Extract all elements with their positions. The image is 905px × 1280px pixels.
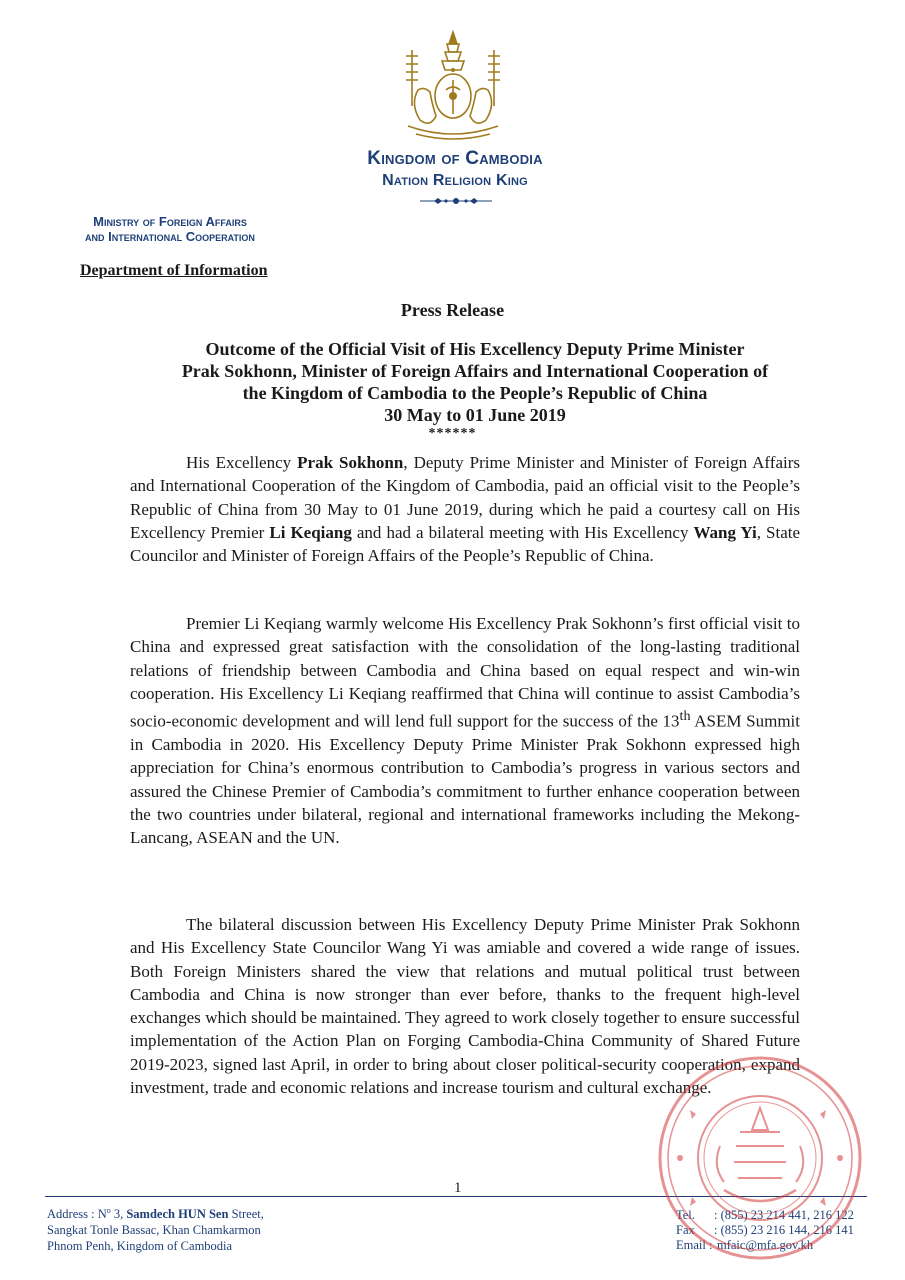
text: ASEM Summit in Cambodia in 2020. His Excellency Deputy Prime Minister Prak Sokhonn expressed high appreciation for China’s enormous contribution to Cambodia’s progress in various sectors and assured the Chinese Premier of Cambodia’s commitment to further enhance cooperation between the two countries under bilateral, regional and international frameworks including the Mekong-Lancang, ASEAN and the UN. <box>130 711 800 848</box>
kingdom-title: Kingdom of Cambodia <box>367 148 543 169</box>
address-line-1 <box>47 1203 264 1222</box>
text: Samdech HUN Sen <box>126 1207 229 1222</box>
footer-divider <box>45 1196 867 1197</box>
text: Street, <box>228 1207 264 1222</box>
fax-value: : (855) 23 216 144, 216 141 <box>714 1223 854 1237</box>
footer-address <box>47 1203 264 1254</box>
document-type: Press Release <box>400 300 505 320</box>
email-label: Email : <box>676 1238 713 1252</box>
text: , State Councilor and Minister of Foreign Affairs of the People’s Republic of China. <box>130 522 801 566</box>
contact-row-tel <box>676 1208 854 1223</box>
fax-label: Fax <box>676 1223 695 1237</box>
ministry-name-line1: Ministry of Foreign Affairs <box>93 214 247 229</box>
ministry-name-line2: and International Cooperation <box>85 229 255 244</box>
text: His Excellency <box>186 453 298 472</box>
section-separator: ****** <box>428 426 477 441</box>
name-prak-sokhonn: Prak Sokhonn <box>297 453 404 472</box>
text: and had a bilateral meeting with His Excellency <box>351 522 694 542</box>
paragraph-3: The bilateral discussion between His Excellency Deputy Prime Minister Prak Sokhonn and His Excellency State Councilor Wang Yi was amiable and covered a wide range of issues. Both Foreign Ministers shared the view that relations and mutual political trust between Cambodia and China is now stronger than ever before, thanks to the frequent high-level exchanges which should be maintained. They agreed to work closely together to ensure successful implementation of the Action Plan on Forging Cambodia-China Community of Shared Future 2019-2023, signed last April, in order to bring about closer political-security cooperation, expand investment, trade and economic relations and increase tourism and cultural exchange. <box>130 915 800 1098</box>
paragraph-2 <box>130 612 800 850</box>
paragraph-1 <box>130 451 800 567</box>
text: Premier Li Keqiang warmly welcome His Excellency Prak Sokhonn’s first official visit to China and expressed great satisfaction with the consolidation of the long-lasting traditional relations of friendship between Cambodia and China based on equal respect and win-win cooperation. His Excellency Li Keqiang reaffirmed that China will continue to assist Cambodia’s socio-economic development and will lend full support for the success of the 13 <box>130 614 800 731</box>
text: 3, <box>110 1207 127 1222</box>
name-li-keqiang: Li Keqiang <box>269 522 352 542</box>
footer-contact <box>676 1208 854 1253</box>
text: Address : N <box>47 1207 107 1222</box>
ordinal-suffix: th <box>679 708 691 725</box>
department-name: Department of Information <box>80 262 268 279</box>
ornament-divider <box>418 194 494 208</box>
address-line-3: Phnom Penh, Kingdom of Cambodia <box>47 1239 233 1254</box>
royal-coat-of-arms-emblem <box>398 30 508 148</box>
heading-line: Prak Sokhonn, Minister of Foreign Affairs and International Cooperation of <box>181 361 769 381</box>
heading-line: the Kingdom of Cambodia to the People’s Republic of China <box>242 383 708 403</box>
heading-dates: 30 May to 01 June 2019 <box>384 405 566 425</box>
tel-value: : (855) 23 214 441, 216 122 <box>714 1208 854 1222</box>
contact-row-fax <box>676 1223 854 1238</box>
address-line-2: Sangkat Tonle Bassac, Khan Chamkarmon <box>47 1223 261 1238</box>
text: , Deputy Prime Minister and Minister of Foreign Affairs and International Cooperation of the Kingdom of Cambodia, paid an official visit to the People’s Republic of China from 30 May to 01 June 2019, during which he paid a courtesy call on His Excellency Premier <box>130 453 800 542</box>
page-number: 1 <box>454 1180 462 1196</box>
tel-label: Tel. <box>676 1208 695 1222</box>
national-motto: Nation Religion King <box>382 172 528 189</box>
text: o <box>106 1206 111 1215</box>
email-value: mfaic@mfa.gov.kh <box>717 1238 814 1252</box>
contact-row-email <box>676 1238 854 1253</box>
press-release-heading <box>95 338 855 426</box>
name-wang-yi: Wang Yi <box>693 522 757 542</box>
heading-line: Outcome of the Official Visit of His Excellency Deputy Prime Minister <box>205 339 745 359</box>
